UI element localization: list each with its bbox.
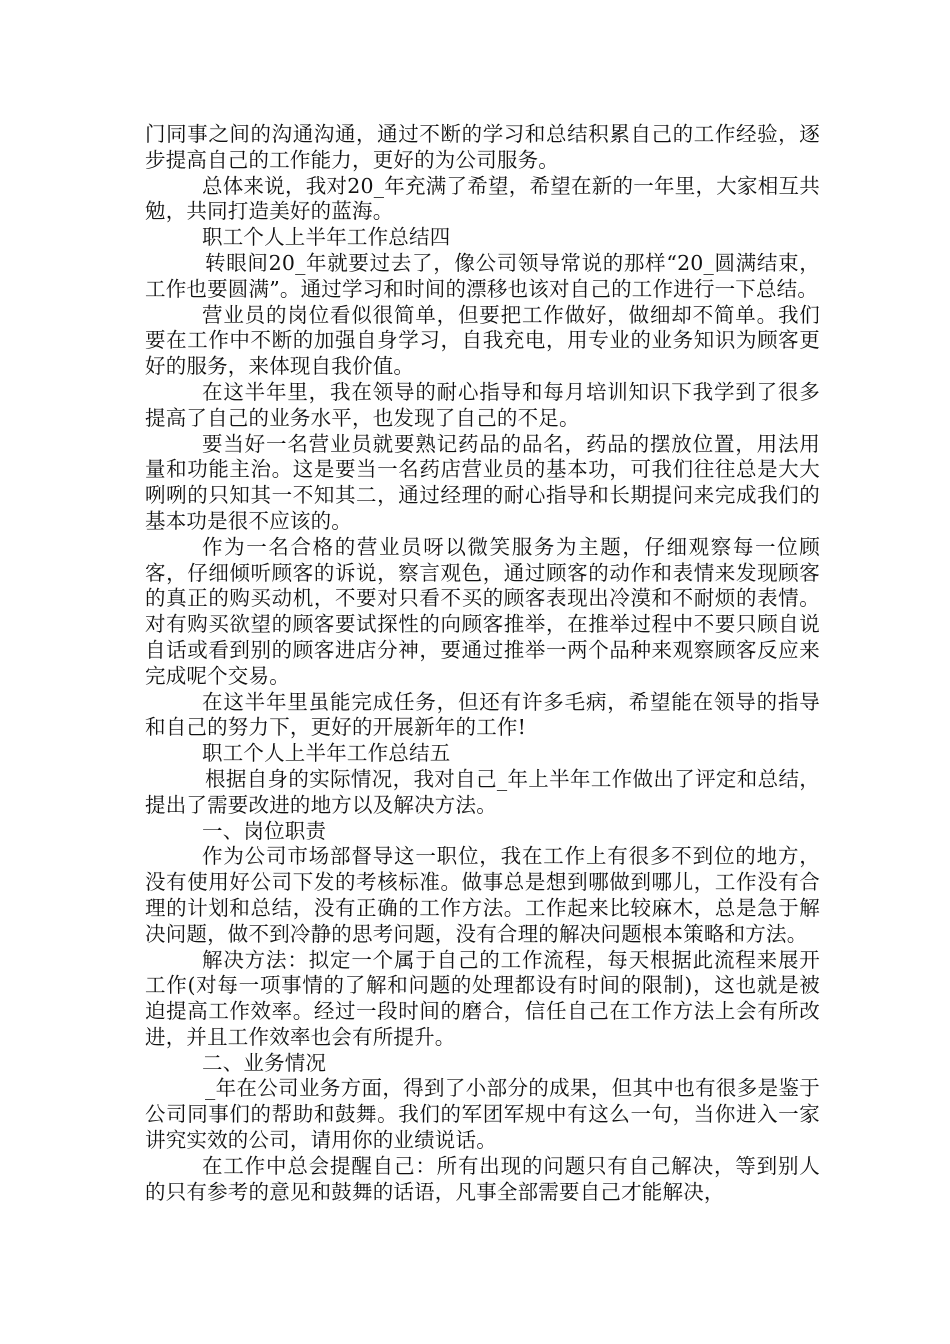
paragraph: 在这半年里，我在领导的耐心指导和每月培训知识下我学到了很多提高了自己的业务水平，也发现了自己的不足。: [145, 379, 820, 430]
section-heading: 职工个人上半年工作总结五: [202, 741, 451, 766]
section-heading: 职工个人上半年工作总结四: [202, 225, 451, 250]
paragraph: 营业员的岗位看似很简单，但要把工作做好，做细却不简单。我们要在工作中不断的加强自身学习，自我充电，用专业的业务知识为顾客更好的服务，来体现自我价值。: [145, 302, 820, 379]
paragraph: 总体来说，我对20_年充满了希望，希望在新的一年里，大家相互共勉，共同打造美好的蓝海。: [145, 173, 820, 224]
paragraph: 门同事之间的沟通沟通，通过不断的学习和总结积累自己的工作经验，逐步提高自己的工作能力，更好的为公司服务。: [145, 122, 820, 172]
paragraph: 在工作中总会提醒自己：所有出现的问题只有自己解决，等到别人的只有参考的意见和鼓舞的话语，凡事全部需要自己才能解决，: [145, 1153, 820, 1204]
paragraph: 转眼间20_年就要过去了，像公司领导常说的那样“20_圆满结束，工作也要圆满”。通过学习和时间的漂移也该对自己的工作进行一下总结。: [145, 250, 820, 301]
paragraph: 解决方法：拟定一个属于自己的工作流程，每天根据此流程来展开工作(对每一项事情的了解和问题的处理都设有时间的限制)，这也就是被迫提高工作效率。经过一段时间的磨合，信任自己在工作方法上会有所改进，并且工作效率也会有所提升。: [145, 947, 820, 1049]
section-heading: 一、岗位职责: [202, 818, 327, 843]
paragraph: 要当好一名营业员就要熟记药品的品名，药品的摆放位置，用法用量和功能主治。这是要当一名药店营业员的基本功，可我们往往总是大大咧咧的只知其一不知其二，通过经理的耐心指导和长期提问来完成我们的基本功是很不应该的。: [145, 431, 820, 533]
paragraph: 在这半年里虽能完成任务，但还有许多毛病，希望能在领导的指导和自己的努力下，更好的开展新年的工作!: [145, 689, 820, 740]
paragraph: _年在公司业务方面，得到了小部分的成果，但其中也有很多是鉴于公司同事们的帮助和鼓舞。我们的军团军规中有这么一句，当你进入一家讲究实效的公司，请用你的业绩说话。: [145, 1076, 820, 1153]
section-heading: 二、业务情况: [202, 1050, 327, 1075]
paragraph: 作为一名合格的营业员呀以微笑服务为主题，仔细观察每一位顾客，仔细倾听顾客的诉说，察言观色，通过顾客的动作和表情来发现顾客的真正的购买动机，不要对只看不买的顾客表现出冷漠和不耐烦的表情。对有购买欲望的顾客要试探性的向顾客推举，在推举过程中不要只顾自说自话或看到别的顾客进店分神，要通过推举一两个品种来观察顾客反应来完成呢个交易。: [145, 534, 820, 688]
document-body: [145, 122, 820, 1205]
paragraph: 作为公司市场部督导这一职位，我在工作上有很多不到位的地方，没有使用好公司下发的考核标准。做事总是想到哪做到哪儿，工作没有合理的计划和总结，没有正确的工作方法。工作起来比较麻木，总是急于解决问题，做不到冷静的思考问题，没有合理的解决问题根本策略和方法。: [145, 844, 820, 946]
paragraph: 根据自身的实际情况，我对自己_年上半年工作做出了评定和总结，提出了需要改进的地方以及解决方法。: [145, 766, 820, 817]
